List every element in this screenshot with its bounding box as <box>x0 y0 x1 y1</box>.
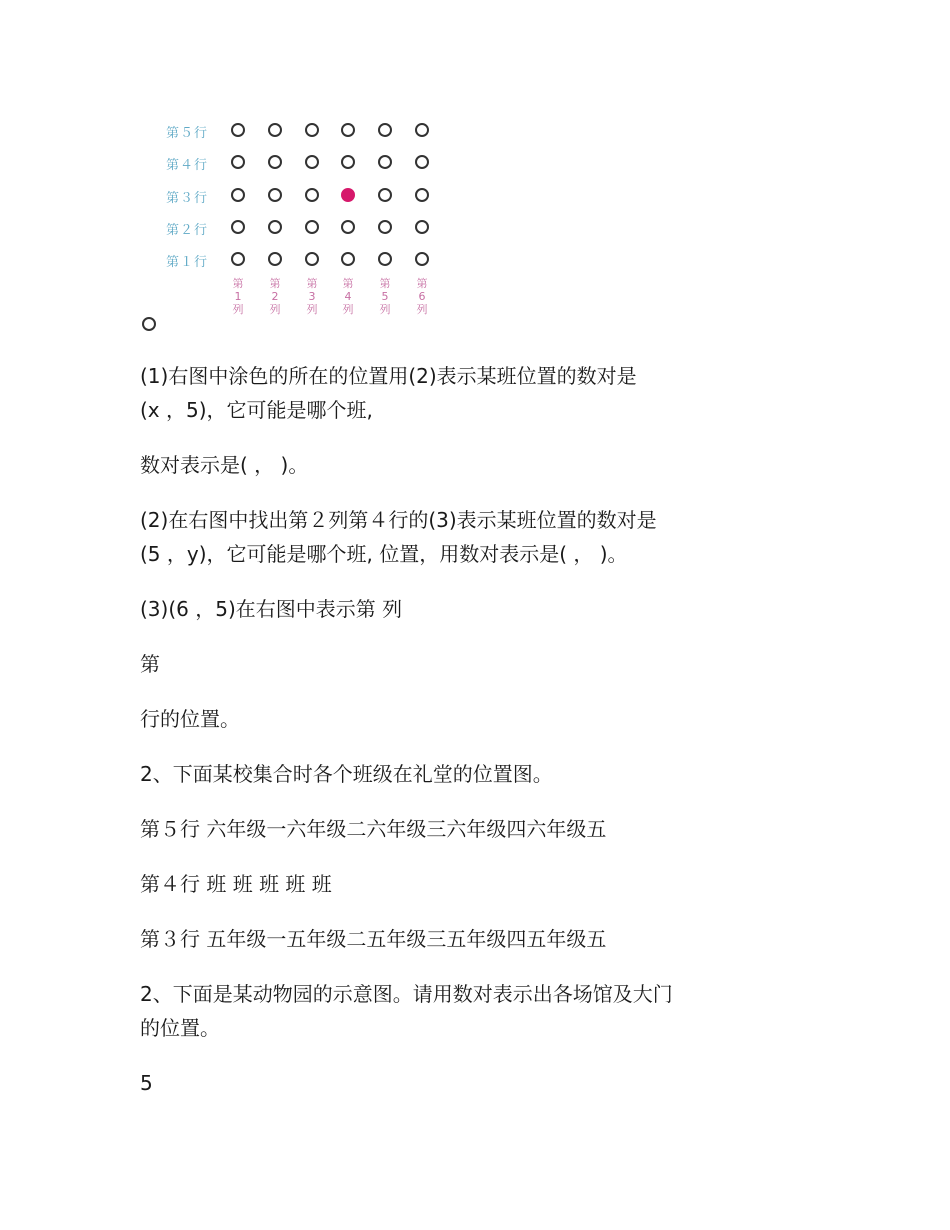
zoo-question-line-2: 的位置。 <box>140 1016 220 1040</box>
seat-dot-c3-r4 <box>305 155 319 169</box>
seat-dot-c2-r5 <box>268 123 282 137</box>
seat-dot-c3-r5 <box>305 123 319 137</box>
seat-dot-c3-r3 <box>305 188 319 202</box>
seat-dot-c4-r4 <box>341 155 355 169</box>
question-3-line-1: (3)(6 ，5)在右图中表示第 列 <box>140 597 403 621</box>
seat-dot-c2-r4 <box>268 155 282 169</box>
seat-dot-c4-r2 <box>341 220 355 234</box>
highlighted-seat-dot <box>341 188 355 202</box>
seat-dot-c5-r1 <box>378 252 392 266</box>
seat-dot-c6-r4 <box>415 155 429 169</box>
hall-row-5: 第５行 六年级一六年级二六年级三六年级四六年级五 <box>140 817 607 841</box>
hall-row-4: 第４行 班 班 班 班 班 <box>140 872 332 896</box>
seat-dot-c1-r3 <box>231 188 245 202</box>
col-label-6: 第 6 列 <box>416 277 428 316</box>
col-label-5: 第 5 列 <box>379 277 391 316</box>
col-label-1: 第 1 列 <box>232 277 244 316</box>
seat-dot-c6-r3 <box>415 188 429 202</box>
seat-dot-c6-r1 <box>415 252 429 266</box>
seat-dot-c3-r2 <box>305 220 319 234</box>
seat-dot-c4-r1 <box>341 252 355 266</box>
seat-dot-c5-r5 <box>378 123 392 137</box>
section-2-title: 2、下面某校集合时各个班级在礼堂的位置图。 <box>140 762 553 786</box>
seat-dot-c2-r2 <box>268 220 282 234</box>
question-1-line-3: 数对表示是( ， )。 <box>140 453 309 477</box>
seat-dot-c1-r2 <box>231 220 245 234</box>
row-label-5: 第５行 <box>166 126 209 141</box>
seat-dot-c5-r3 <box>378 188 392 202</box>
seat-dot-c6-r5 <box>415 123 429 137</box>
question-3-line-3: 行的位置。 <box>140 707 240 731</box>
col-label-2: 第 2 列 <box>269 277 281 316</box>
seat-grid-figure <box>140 115 440 335</box>
seat-dot-c1-r4 <box>231 155 245 169</box>
seat-dot-c4-r5 <box>341 123 355 137</box>
seat-dot-c3-r1 <box>305 252 319 266</box>
col-label-4: 第 4 列 <box>342 277 354 316</box>
seat-dot-c2-r3 <box>268 188 282 202</box>
row-label-4: 第４行 <box>166 158 209 173</box>
seat-dot-c1-r1 <box>231 252 245 266</box>
hall-row-3: 第３行 五年级一五年级二五年级三五年级四五年级五 <box>140 927 607 951</box>
row-label-2: 第２行 <box>166 223 209 238</box>
seat-dot-c2-r1 <box>268 252 282 266</box>
seat-dot-c5-r2 <box>378 220 392 234</box>
question-2-line-2: (5 ，y)，它可能是哪个班, 位置，用数对表示是( ， )。 <box>140 542 628 566</box>
col-label-3: 第 3 列 <box>306 277 318 316</box>
question-3-line-2: 第 <box>140 652 160 676</box>
question-1-line-1: (1)右图中涂色的所在的位置用(2)表示某班位置的数对是 <box>140 364 637 388</box>
stray-circle-icon <box>142 317 156 331</box>
row-label-1: 第１行 <box>166 255 209 270</box>
zoo-question-line-1: 2、下面是某动物园的示意图。请用数对表示出各场馆及大门 <box>140 982 673 1006</box>
seat-dot-c5-r4 <box>378 155 392 169</box>
page-number: 5 <box>140 1071 153 1095</box>
row-label-3: 第３行 <box>166 191 209 206</box>
question-2-line-1: (2)在右图中找出第２列第４行的(3)表示某班位置的数对是 <box>140 508 657 532</box>
seat-dot-c6-r2 <box>415 220 429 234</box>
seat-dot-c1-r5 <box>231 123 245 137</box>
question-1-line-2: (x ，5)，它可能是哪个班, <box>140 398 373 422</box>
